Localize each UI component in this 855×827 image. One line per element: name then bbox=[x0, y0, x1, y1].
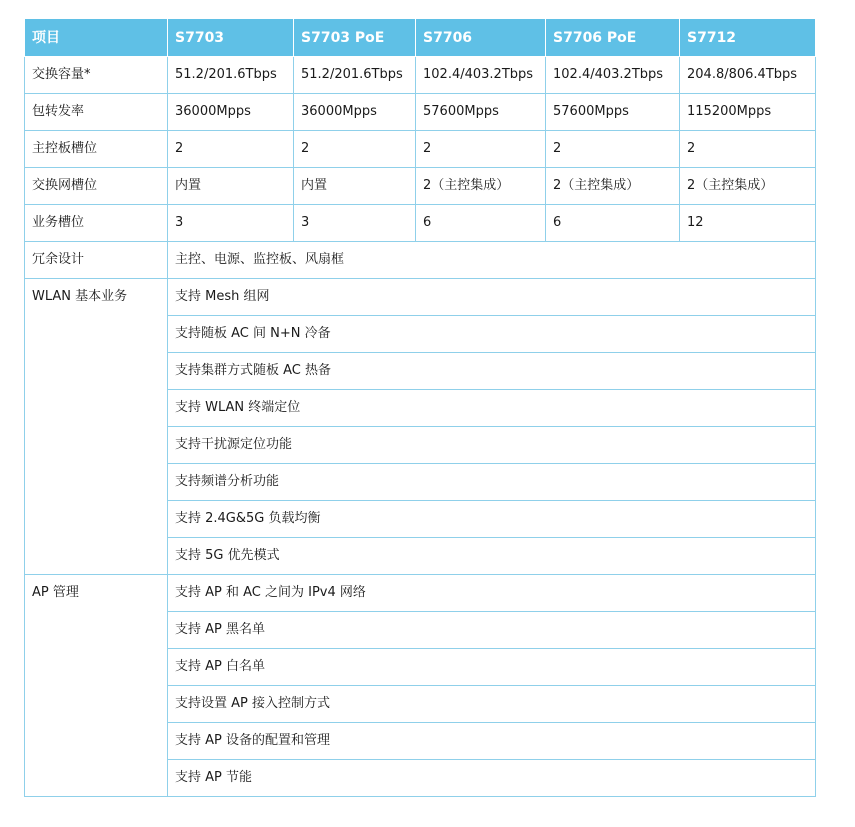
table-cell: 2 bbox=[294, 131, 416, 168]
table-row-wlan bbox=[25, 279, 816, 316]
table-cell: 6 bbox=[416, 205, 546, 242]
table-cell: 内置 bbox=[168, 168, 294, 205]
wlan-item: 支持随板 AC 间 N+N 冷备 bbox=[168, 316, 816, 353]
ap-item: 支持 AP 设备的配置和管理 bbox=[168, 723, 816, 760]
spec-table bbox=[24, 18, 816, 797]
row-label: 冗余设计 bbox=[25, 242, 168, 279]
table-cell: 6 bbox=[546, 205, 680, 242]
table-row-redundancy bbox=[25, 242, 816, 279]
header-s7706-poe: S7706 PoE bbox=[546, 19, 680, 57]
table-cell: 2（主控集成） bbox=[680, 168, 816, 205]
header-s7703-poe: S7703 PoE bbox=[294, 19, 416, 57]
table-cell: 57600Mpps bbox=[546, 94, 680, 131]
ap-item: 支持 AP 白名单 bbox=[168, 649, 816, 686]
header-item: 项目 bbox=[25, 19, 168, 57]
table-cell: 51.2/201.6Tbps bbox=[168, 57, 294, 94]
row-label: 交换容量* bbox=[25, 57, 168, 94]
table-row bbox=[25, 168, 816, 205]
row-label: 包转发率 bbox=[25, 94, 168, 131]
wlan-item: 支持频谱分析功能 bbox=[168, 464, 816, 501]
table-cell: 102.4/403.2Tbps bbox=[546, 57, 680, 94]
ap-label: AP 管理 bbox=[25, 575, 168, 797]
table-cell: 36000Mpps bbox=[294, 94, 416, 131]
table-cell: 3 bbox=[168, 205, 294, 242]
wlan-item: 支持 2.4G&5G 负载均衡 bbox=[168, 501, 816, 538]
header-s7712: S7712 bbox=[680, 19, 816, 57]
table-row bbox=[25, 205, 816, 242]
header-row bbox=[25, 19, 816, 57]
wlan-item: 支持 WLAN 终端定位 bbox=[168, 390, 816, 427]
ap-item: 支持 AP 和 AC 之间为 IPv4 网络 bbox=[168, 575, 816, 612]
spec-table-body bbox=[25, 57, 816, 797]
table-row bbox=[25, 57, 816, 94]
wlan-item: 支持 Mesh 组网 bbox=[168, 279, 816, 316]
ap-item: 支持 AP 黑名单 bbox=[168, 612, 816, 649]
table-cell: 3 bbox=[294, 205, 416, 242]
table-cell: 115200Mpps bbox=[680, 94, 816, 131]
header-s7706: S7706 bbox=[416, 19, 546, 57]
row-label: 主控板槽位 bbox=[25, 131, 168, 168]
table-cell: 12 bbox=[680, 205, 816, 242]
table-cell: 2 bbox=[546, 131, 680, 168]
row-label: 业务槽位 bbox=[25, 205, 168, 242]
table-row bbox=[25, 131, 816, 168]
table-cell: 内置 bbox=[294, 168, 416, 205]
table-cell: 57600Mpps bbox=[416, 94, 546, 131]
table-cell: 2（主控集成） bbox=[416, 168, 546, 205]
wlan-label: WLAN 基本业务 bbox=[25, 279, 168, 575]
table-cell: 2 bbox=[416, 131, 546, 168]
table-cell: 51.2/201.6Tbps bbox=[294, 57, 416, 94]
wlan-item: 支持集群方式随板 AC 热备 bbox=[168, 353, 816, 390]
table-row bbox=[25, 94, 816, 131]
table-row-ap bbox=[25, 575, 816, 612]
table-cell: 2（主控集成） bbox=[546, 168, 680, 205]
table-cell: 36000Mpps bbox=[168, 94, 294, 131]
table-cell: 2 bbox=[168, 131, 294, 168]
table-cell: 2 bbox=[680, 131, 816, 168]
ap-item: 支持设置 AP 接入控制方式 bbox=[168, 686, 816, 723]
table-cell: 102.4/403.2Tbps bbox=[416, 57, 546, 94]
wlan-item: 支持干扰源定位功能 bbox=[168, 427, 816, 464]
ap-item: 支持 AP 节能 bbox=[168, 760, 816, 797]
redundancy-value: 主控、电源、监控板、风扇框 bbox=[168, 242, 816, 279]
wlan-item: 支持 5G 优先模式 bbox=[168, 538, 816, 575]
spec-table-header bbox=[25, 19, 816, 57]
row-label: 交换网槽位 bbox=[25, 168, 168, 205]
table-cell: 204.8/806.4Tbps bbox=[680, 57, 816, 94]
header-s7703: S7703 bbox=[168, 19, 294, 57]
